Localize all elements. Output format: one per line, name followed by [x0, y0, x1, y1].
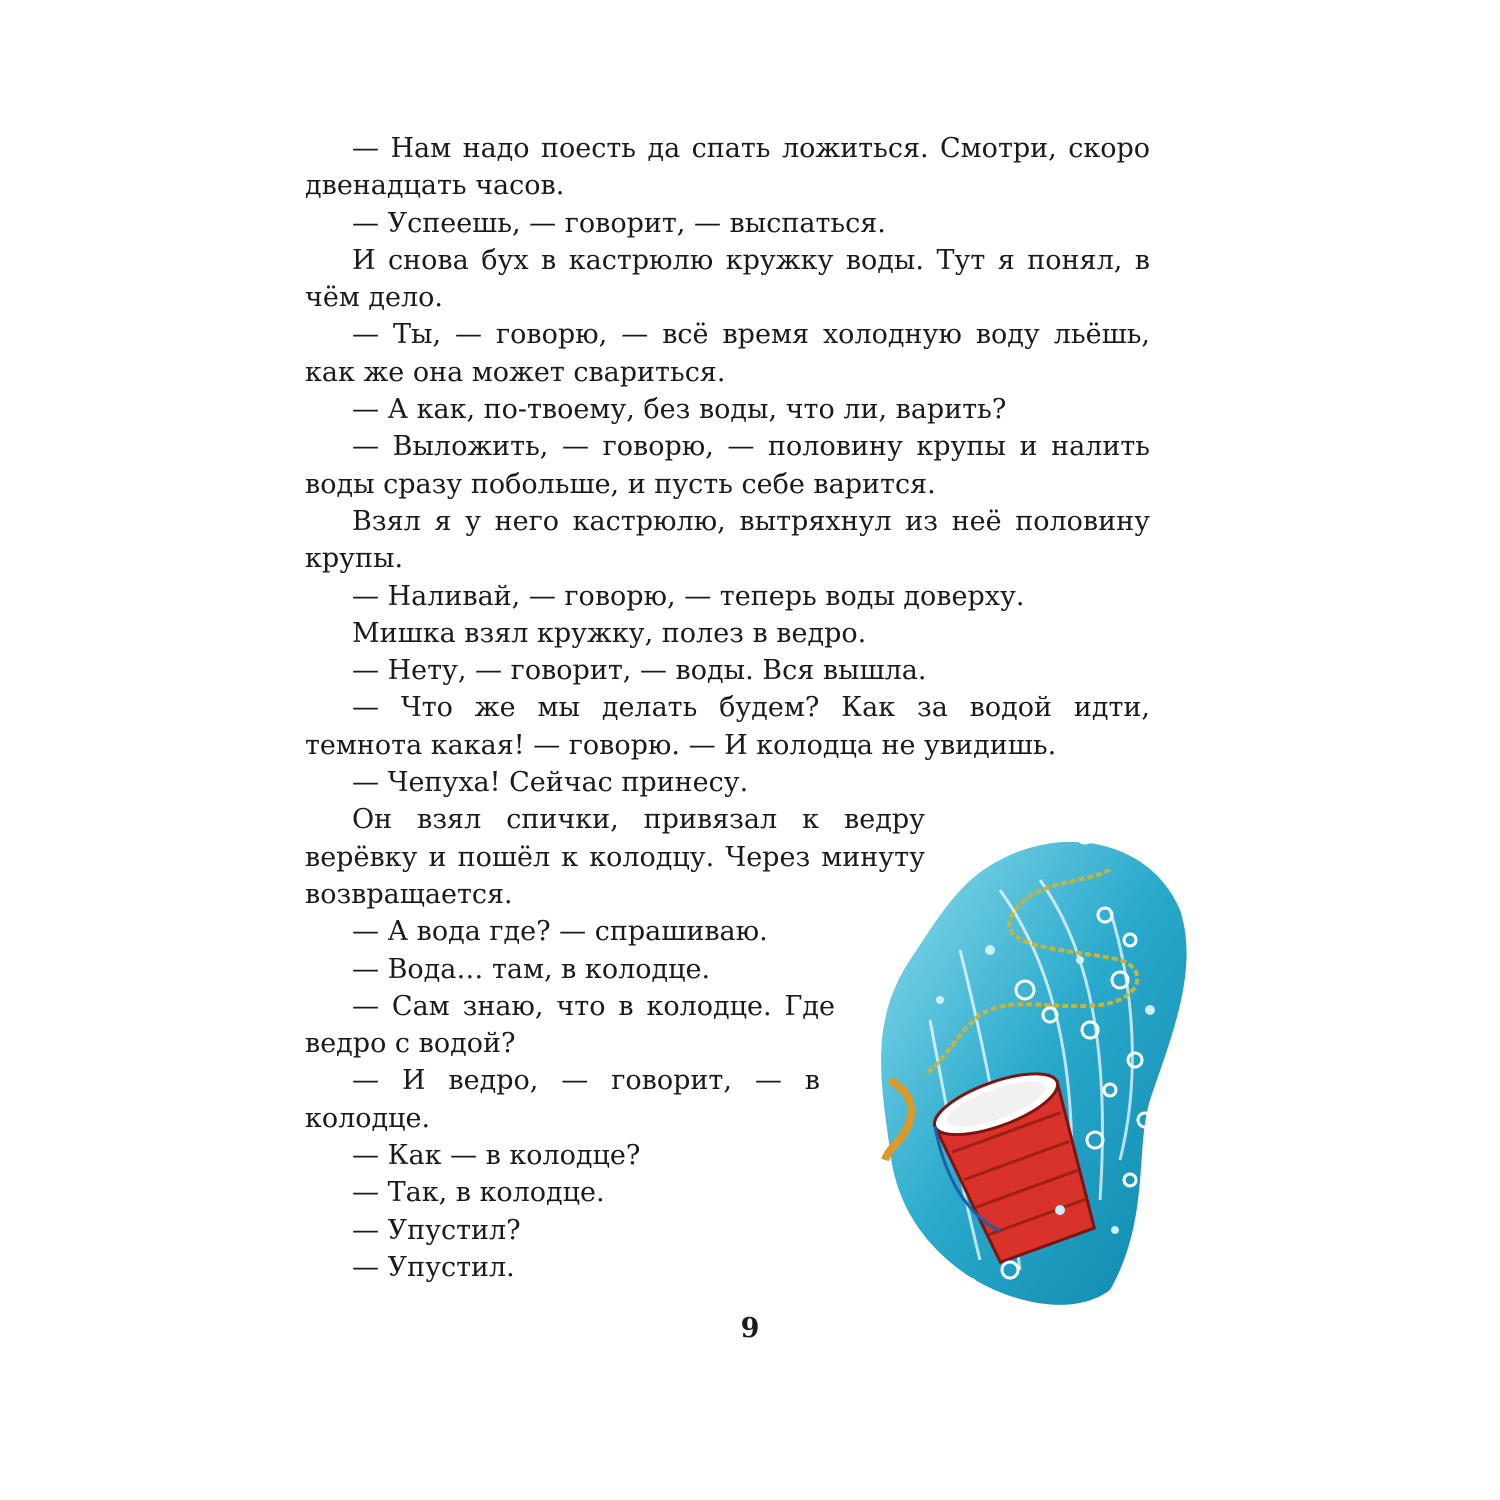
paragraph: Он взял спички, привязал к ведру верёвку и пошёл к колодцу. Через минуту возвращается. — [305, 804, 925, 910]
paragraph: — Вода… там, в колодце. — [352, 953, 711, 985]
paragraph: — Упустил. — [352, 1251, 515, 1283]
paragraph: — Наливай, — говорю, — теперь воды доверху. — [352, 580, 1025, 612]
paragraph: — Нам надо поесть да спать ложиться. Смотри, скоро двенадцать часов. — [305, 133, 1150, 202]
paragraph: Мишка взял кружку, полез в ведро. — [352, 617, 867, 649]
paragraph: — Что же мы делать будем? Как за водой идти, темнота какая! — говорю. — И колодца не увидишь. — [305, 692, 1150, 761]
paragraph: — Нету, — говорит, — воды. Вся вышла. — [352, 655, 927, 687]
paragraph: — А как, по-твоему, без воды, что ли, варить? — [352, 394, 1007, 426]
paragraph: — И ведро, — говорит, — в колодце. — [305, 1065, 820, 1134]
paragraph: Взял я у него кастрюлю, вытряхнул из неё половину крупы. — [305, 505, 1150, 575]
paragraph: — Как — в колодце? — [352, 1140, 641, 1172]
paragraph: — Успеешь, — говорит, — выспаться. — [352, 207, 886, 239]
page-number: 9 — [740, 1313, 760, 1344]
paragraph: — Ты, — говорю, — всё время холодную воду льёшь, как же она может свариться. — [305, 319, 1150, 388]
paragraph: — Так, в колодце. — [352, 1177, 605, 1209]
paragraph: И снова бух в кастрюлю кружку воды. Тут я понял, в чём дело. — [305, 244, 1150, 314]
paragraph: — А вода где? — спрашиваю. — [352, 916, 768, 948]
paragraph: — Выложить, — говорю, — половину крупы и налить воды сразу побольше, и пусть себе варится. — [305, 431, 1150, 500]
paragraph: — Упустил? — [352, 1214, 521, 1246]
paragraph: — Чепуха! Сейчас принесу. — [352, 767, 749, 799]
paragraph: — Сам знаю, что в колодце. Где ведро с водой? — [305, 990, 835, 1060]
bucket-in-well-illustration — [850, 800, 1195, 1310]
